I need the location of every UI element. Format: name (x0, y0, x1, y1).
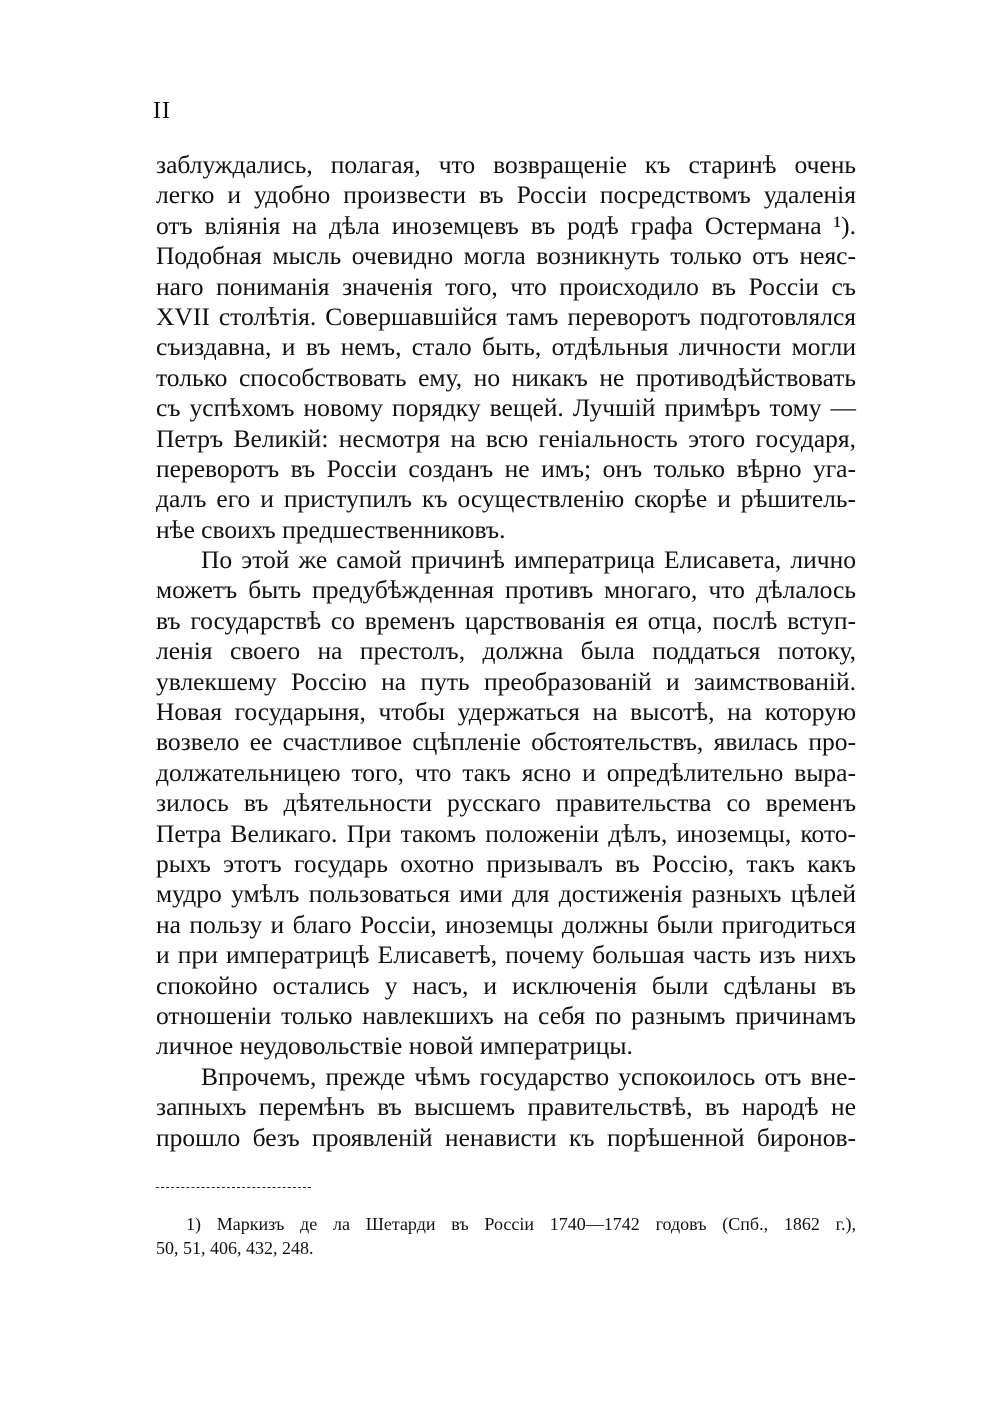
footnote-line: 50, 51, 406, 432, 248. (156, 1238, 314, 1258)
text-line: мудро умѣлъ пользоваться ими для достиженiя разныхъ цѣлей (156, 879, 856, 909)
text-line: Петра Великаго. При такомъ положенiи дѣлъ, иноземцы, кото- (156, 818, 856, 848)
text-line: возвело ее счастливое сцѣпленiе обстоятельствъ, явилась про- (156, 727, 856, 757)
footnote-divider (156, 1187, 311, 1188)
body-text (156, 150, 856, 1153)
text-line: съиздавна, и въ немъ, стало быть, отдѣльныя личности могли (156, 332, 856, 362)
text-line: только способствовать ему, но никакъ не противодѣйствовать (156, 362, 856, 392)
text-line: легко и удобно произвести въ Россiи посредствомъ удаленiя (156, 180, 856, 210)
text-line: должательницею того, что такъ ясно и опредѣлительно выра- (156, 757, 856, 787)
text-line: XVII столѣтiя. Совершавшiйся тамъ переворотъ подготовлялся (156, 301, 856, 331)
text-line: запныхъ перемѣнъ въ высшемъ правительствѣ, въ народѣ не (156, 1092, 856, 1122)
text-line: заблуждались, полагая, что возвращенiе къ старинѣ очень (156, 150, 856, 179)
text-line: ленiя своего на престолъ, должна была поддаться потоку, (156, 636, 856, 666)
text-line: отношенiи только навлекшихъ на себя по разнымъ причинамъ (156, 1000, 856, 1030)
text-line: зилось въ дѣятельности русскаго правительства со временъ (156, 788, 856, 818)
text-line: спокойно остались у насъ, и исключенiя были сдѣланы въ (156, 970, 856, 1000)
page-number: II (153, 98, 171, 124)
text-line: Подобная мысль очевидно могла возникнуть только отъ неяс- (156, 241, 856, 271)
text-line: и при императрицѣ Елисаветѣ, почему большая часть изъ нихъ (156, 940, 856, 970)
text-line: отъ влiянiя на дѣла иноземцевъ въ родѣ графа Остермана ¹). (156, 210, 856, 240)
text-line: въ государствѣ со временъ царствованiя ея отца, послѣ вступ- (156, 605, 856, 635)
paragraph-end-line: личное неудовольствiе новой императрицы. (156, 1031, 633, 1061)
text-line: переворотъ въ Россiи созданъ не имъ; онъ только вѣрно уга- (156, 453, 856, 483)
text-line: можетъ быть предубѣжденная противъ многаго, что дѣлалось (156, 575, 856, 605)
text-line: увлекшему Россiю на путь преобразованiй и заимствованiй. (156, 666, 856, 696)
text-line: далъ его и приступилъ къ осуществленiю скорѣе и рѣшитель- (156, 484, 856, 514)
paragraph-start-line: Впрочемъ, прежде чѣмъ государство успокоилось отъ вне- (201, 1061, 856, 1091)
text-line: Новая государыня, чтобы удержаться на высотѣ, на которую (156, 697, 856, 727)
text-line: Петръ Великiй: несмотря на всю генiальность этого государя, (156, 423, 856, 453)
text-line: прошло безъ проявленiй ненависти къ порѣшенной биронов- (156, 1122, 856, 1152)
footnote (156, 1212, 856, 1260)
text-line: на пользу и благо Россiи, иноземцы должны были пригодиться (156, 909, 856, 939)
paragraph-end-line: нѣе своихъ предшественниковъ. (156, 514, 506, 544)
paragraph-start-line: По этой же самой причинѣ императрица Елисавета, лично (201, 545, 856, 575)
footnote-line: 1) Маркизъ де ла Шетарди въ Россiи 1740—1742 годовъ (Спб., 1862 г.), (186, 1214, 856, 1234)
text-line: съ успѣхомъ новому порядку вещей. Лучшiй примѣръ тому — (156, 393, 856, 423)
text-line: рыхъ этотъ государь охотно призывалъ въ Россiю, такъ какъ (156, 848, 856, 878)
text-line: наго пониманiя значенiя того, что происходило въ Россiи съ (156, 271, 856, 301)
